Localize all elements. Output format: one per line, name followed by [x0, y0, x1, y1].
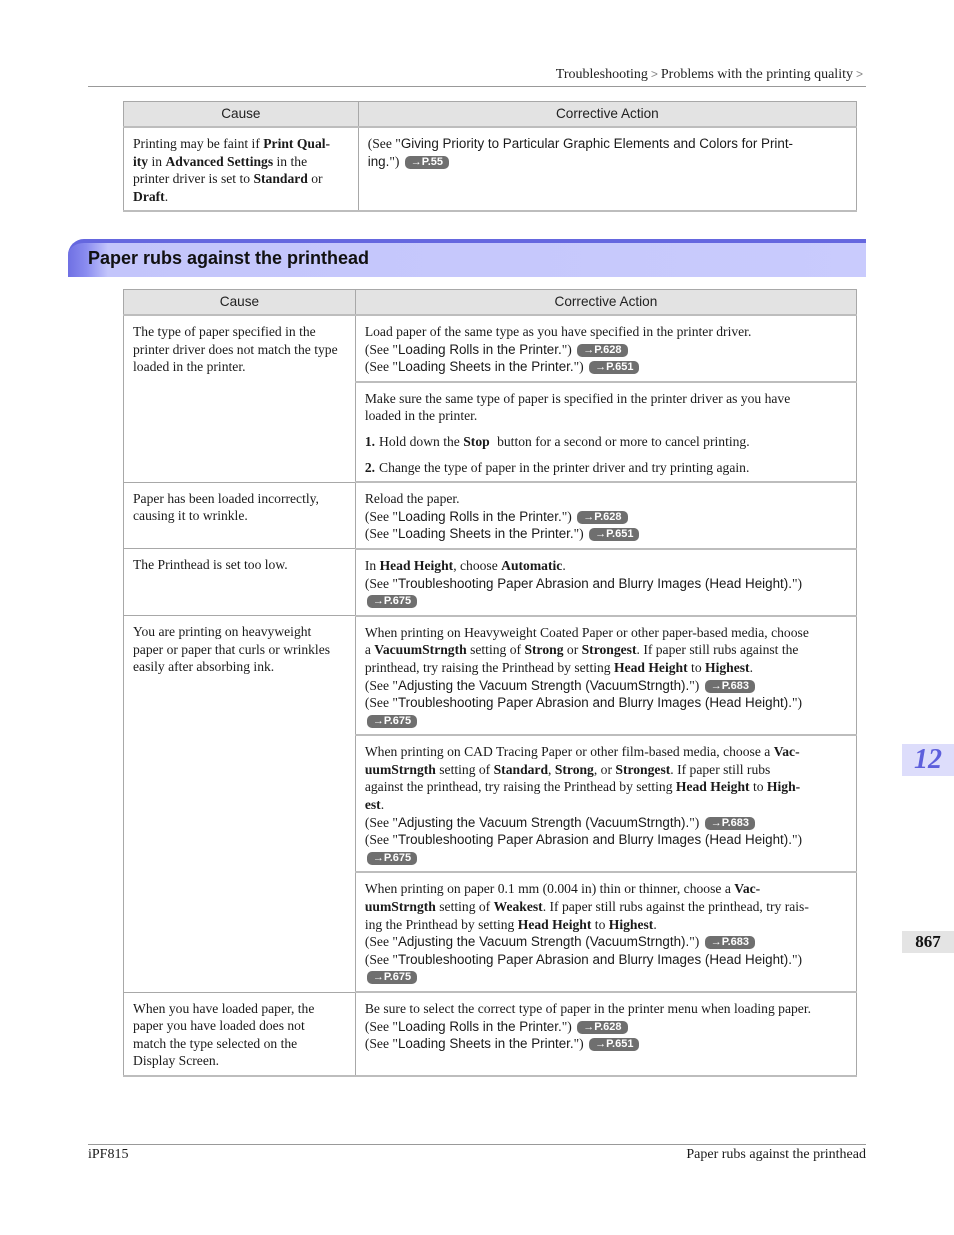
action-cell	[355, 616, 856, 736]
page-reference-badge[interactable]: →P.683	[705, 817, 755, 830]
cross-reference-link[interactable]: Loading Rolls in the Printer.	[397, 508, 562, 524]
action-cell	[358, 127, 856, 211]
action-line	[365, 916, 847, 934]
bold-term: Automatic	[501, 557, 563, 573]
action-cell	[355, 735, 856, 872]
text-run: . If paper still rubs	[670, 761, 771, 777]
page-reference-badge[interactable]: →P.628	[577, 1021, 627, 1034]
text-run: (See "	[364, 951, 398, 967]
table-header-row	[124, 290, 857, 316]
cause-action-table	[123, 289, 857, 1077]
breadcrumb-separator: >	[650, 67, 658, 81]
bold-term: Head Height	[614, 659, 688, 675]
chapter-tab[interactable]: 12	[902, 744, 954, 776]
text-run: Make sure the same type of paper is specified in the printer driver as you have	[364, 390, 791, 406]
text-run: ")	[573, 526, 588, 542]
action-cell	[355, 482, 856, 549]
action-line	[365, 490, 847, 508]
text-run: , choose	[453, 557, 502, 573]
action-cell	[355, 992, 856, 1076]
column-header-cause: Cause	[124, 102, 359, 128]
bold-term: Stop	[463, 433, 490, 449]
bold-term: uumStrngth	[364, 761, 436, 777]
action-line	[365, 407, 847, 425]
numbered-step	[365, 433, 847, 451]
bold-term: Highest	[705, 659, 750, 675]
text-run: Hold down the	[379, 433, 464, 449]
action-line	[365, 849, 847, 867]
bold-term: Strong	[524, 642, 564, 658]
text-run: to	[687, 659, 706, 675]
footer-rule	[88, 1144, 866, 1145]
page-reference-badge[interactable]: →P.675	[367, 852, 417, 865]
text-run: ")	[791, 695, 803, 711]
cause-cell: When you have loaded paper, the paper you have loaded does not match the type selected on the Display Screen.	[124, 992, 356, 1076]
text-run: ")	[573, 1036, 588, 1052]
action-line	[365, 951, 847, 969]
bold-term: Strongest	[615, 761, 671, 777]
text-run: ")	[689, 934, 703, 950]
text-run: ")	[791, 575, 803, 591]
see-prefix: (See "	[367, 136, 401, 151]
bold-term: Vac-	[734, 881, 761, 897]
bold-term: Print Qual-	[263, 136, 331, 151]
bold-term: Strongest	[581, 642, 637, 658]
action-line	[365, 898, 847, 916]
table-row	[124, 482, 857, 549]
bold-term: ity	[133, 153, 149, 169]
text-run: button for a second or more to cancel printing.	[493, 433, 750, 449]
text-run: (See "	[364, 359, 398, 375]
action-line	[365, 592, 847, 610]
table-header-row	[124, 102, 857, 128]
text-run: (See "	[364, 526, 398, 542]
breadcrumb-item: Troubleshooting	[555, 67, 648, 82]
text-run: loaded in the printer.	[364, 408, 478, 424]
action-line	[365, 390, 847, 408]
page-reference-badge[interactable]: →P.651	[589, 1038, 639, 1051]
page-reference-badge[interactable]: →P.683	[705, 680, 755, 693]
cross-reference-link[interactable]: Troubleshooting Paper Abrasion and Blurry Images (Head Height).	[397, 951, 792, 967]
text-run: to	[591, 916, 609, 932]
text-run: or	[307, 171, 323, 187]
bold-term: Strong	[554, 761, 594, 777]
bold-term: Advanced Settings	[165, 153, 274, 169]
section-title: Paper rubs against the printhead	[88, 248, 370, 268]
bold-term: Standard	[493, 761, 549, 777]
table-row	[124, 127, 857, 211]
cross-reference-link[interactable]: Adjusting the Vacuum Strength (VacuumStrngth).	[397, 677, 690, 693]
action-line	[365, 659, 847, 677]
action-line	[365, 341, 847, 359]
cause-cell: The type of paper specified in the printer driver does not match the type loaded in the printer.	[124, 315, 356, 482]
bold-term: Standard	[253, 171, 308, 187]
footer-section-title: Paper rubs against the printhead	[686, 1147, 866, 1162]
action-line	[365, 624, 847, 642]
text-run: (See "	[364, 832, 398, 848]
action-line	[365, 677, 847, 695]
column-header-action: Corrective Action	[358, 102, 856, 128]
text-run: to	[749, 779, 767, 795]
text-run: ")	[791, 832, 803, 848]
bold-term: Weakest	[493, 899, 543, 915]
text-run: a	[364, 642, 375, 658]
cross-reference-link[interactable]: Adjusting the Vacuum Strength (VacuumStrngth).	[397, 934, 690, 950]
cross-reference-link[interactable]: ing.	[367, 153, 390, 169]
text-run: (See "	[364, 695, 398, 711]
page-reference-badge[interactable]: →P.683	[705, 936, 755, 949]
text-run: When printing on CAD Tracing Paper or other film-based media, choose a	[364, 744, 774, 760]
page-reference-badge[interactable]: →P.55	[405, 156, 449, 169]
action-line	[365, 761, 847, 779]
text-run: .	[380, 797, 385, 813]
bold-term: Vac-	[773, 744, 800, 760]
action-line	[365, 575, 847, 593]
cross-reference-link[interactable]: Loading Sheets in the Printer.	[397, 359, 574, 375]
text-run: Change the type of paper in the printer driver and try printing again.	[379, 459, 750, 475]
table-row	[124, 549, 857, 616]
page-reference-badge[interactable]: →P.651	[589, 361, 639, 374]
text-run: ,	[548, 761, 555, 777]
page-number: 867	[902, 931, 954, 953]
see-suffix: ")	[389, 153, 400, 169]
action-line	[365, 778, 847, 796]
action-line	[365, 557, 847, 575]
running-header	[556, 66, 866, 84]
bold-term: Head Height	[379, 557, 454, 573]
action-line	[365, 968, 847, 986]
cross-reference-link[interactable]: Giving Priority to Particular Graphic Elements and Colors for Print-	[400, 136, 794, 151]
text-run: .	[653, 916, 657, 932]
bold-term: Head Height	[675, 779, 750, 795]
action-line	[365, 814, 847, 832]
action-line	[365, 880, 847, 898]
text-run: ing the Printhead by setting	[364, 916, 518, 932]
page-reference-badge[interactable]: →P.651	[589, 528, 639, 541]
page-reference-badge[interactable]: →P.675	[367, 595, 417, 608]
text-run: In	[364, 557, 380, 573]
action-line	[365, 1000, 847, 1018]
text-run: setting of	[466, 642, 525, 658]
cause-cell	[124, 127, 359, 211]
text-run: .	[164, 188, 169, 204]
bold-term: VacuumStrngth	[374, 642, 467, 658]
numbered-step	[365, 459, 847, 477]
text-run: When printing on Heavyweight Coated Paper or other paper-based media, choose	[364, 624, 809, 640]
page-reference-badge[interactable]: →P.628	[577, 511, 627, 524]
action-line	[365, 323, 847, 341]
text-run: setting of	[435, 761, 494, 777]
cross-reference-link[interactable]: Loading Rolls in the Printer.	[397, 1018, 562, 1034]
column-header-action: Corrective Action	[355, 290, 856, 316]
text-run: (See "	[364, 934, 398, 950]
text-run: (See "	[364, 814, 398, 830]
text-run: printer driver is set to	[133, 171, 254, 187]
action-cell	[355, 872, 856, 992]
text-run: ")	[561, 341, 576, 357]
text-run: in the	[273, 153, 308, 169]
bold-term: Head Height	[517, 916, 592, 932]
bold-term: Highest	[608, 916, 654, 932]
bold-term: Draft	[133, 188, 165, 204]
action-line	[365, 525, 847, 543]
text-run: against the printhead, try raising the Printhead by setting	[364, 779, 676, 795]
table-row	[124, 992, 857, 1076]
action-line	[365, 712, 847, 730]
bold-term: High-	[766, 779, 801, 795]
action-line	[365, 933, 847, 951]
header-rule	[88, 86, 866, 87]
action-line	[365, 694, 847, 712]
text-run: Be sure to select the correct type of paper in the printer menu when loading paper.	[364, 1001, 811, 1016]
text-run: (See "	[364, 1036, 398, 1052]
bold-term: est	[364, 797, 381, 813]
action-line	[365, 743, 847, 761]
action-cell	[355, 382, 856, 482]
cause-cell: Paper has been loaded incorrectly, causing it to wrinkle.	[124, 482, 356, 549]
bold-term: 2.	[364, 459, 376, 475]
text-run: (See "	[364, 677, 398, 693]
text-run: in	[148, 153, 166, 169]
text-run: (See "	[364, 575, 398, 591]
text-run: (See "	[364, 1018, 398, 1034]
action-line	[365, 641, 847, 659]
text-run: ")	[561, 1018, 576, 1034]
text-run: .	[749, 659, 753, 675]
cross-reference-link[interactable]: Adjusting the Vacuum Strength (VacuumStrngth).	[397, 814, 690, 830]
footer-model: iPF815	[88, 1147, 129, 1162]
text-run: ")	[791, 951, 803, 967]
breadcrumb-item: Problems with the printing quality	[660, 67, 853, 82]
text-run: or	[563, 642, 582, 658]
text-run: , or	[593, 761, 616, 777]
bold-term: 1.	[364, 433, 376, 449]
table-row	[124, 315, 857, 382]
text-run: printhead, try raising the Printhead by setting	[364, 659, 614, 675]
cross-reference-link[interactable]: Loading Rolls in the Printer.	[397, 341, 562, 357]
text-run: . If paper still rubs against the printhead, try rais-	[542, 899, 809, 915]
action-line	[365, 796, 847, 814]
text-run: setting of	[435, 899, 494, 915]
cause-cell: The Printhead is set too low.	[124, 549, 356, 616]
text-run: (See "	[364, 341, 398, 357]
bold-term: uumStrngth	[364, 899, 436, 915]
action-line	[365, 508, 847, 526]
text-run: Reload the paper.	[364, 491, 460, 507]
page-reference-badge[interactable]: →P.675	[367, 971, 417, 984]
breadcrumb-separator: >	[855, 67, 863, 81]
text-run: ")	[573, 359, 588, 375]
cross-reference-link[interactable]: Loading Sheets in the Printer.	[397, 1036, 574, 1052]
section-heading-band	[68, 239, 866, 277]
text-run: .	[562, 557, 566, 573]
column-header-cause: Cause	[124, 290, 356, 316]
cross-reference-link[interactable]: Troubleshooting Paper Abrasion and Blurry Images (Head Height).	[397, 695, 792, 711]
text-run: . If paper still rubs against the	[636, 642, 799, 658]
cause-cell: You are printing on heavyweight paper or paper that curls or wrinkles easily after absorbing ink.	[124, 616, 356, 992]
cross-reference-link[interactable]: Loading Sheets in the Printer.	[397, 526, 574, 542]
page-reference-badge[interactable]: →P.628	[577, 344, 627, 357]
action-cell	[355, 315, 856, 382]
text-run: Load paper of the same type as you have specified in the printer driver.	[364, 324, 752, 339]
action-line	[365, 1035, 847, 1053]
action-line	[365, 1018, 847, 1036]
action-line	[365, 358, 847, 376]
text-run: ")	[561, 508, 576, 524]
cross-reference-link[interactable]: Troubleshooting Paper Abrasion and Blurry Images (Head Height).	[397, 832, 792, 848]
action-line	[365, 831, 847, 849]
page-reference-badge[interactable]: →P.675	[367, 715, 417, 728]
action-cell	[355, 549, 856, 616]
cross-reference-link[interactable]: Troubleshooting Paper Abrasion and Blurry Images (Head Height).	[397, 575, 792, 591]
table-row	[124, 616, 857, 736]
continued-table	[123, 101, 857, 212]
text-run: ")	[689, 677, 703, 693]
text-run: ")	[689, 814, 703, 830]
text-run: (See "	[364, 508, 398, 524]
text-run: Printing may be faint if	[133, 136, 264, 151]
text-run: When printing on paper 0.1 mm (0.004 in) thin or thinner, choose a	[364, 881, 735, 897]
